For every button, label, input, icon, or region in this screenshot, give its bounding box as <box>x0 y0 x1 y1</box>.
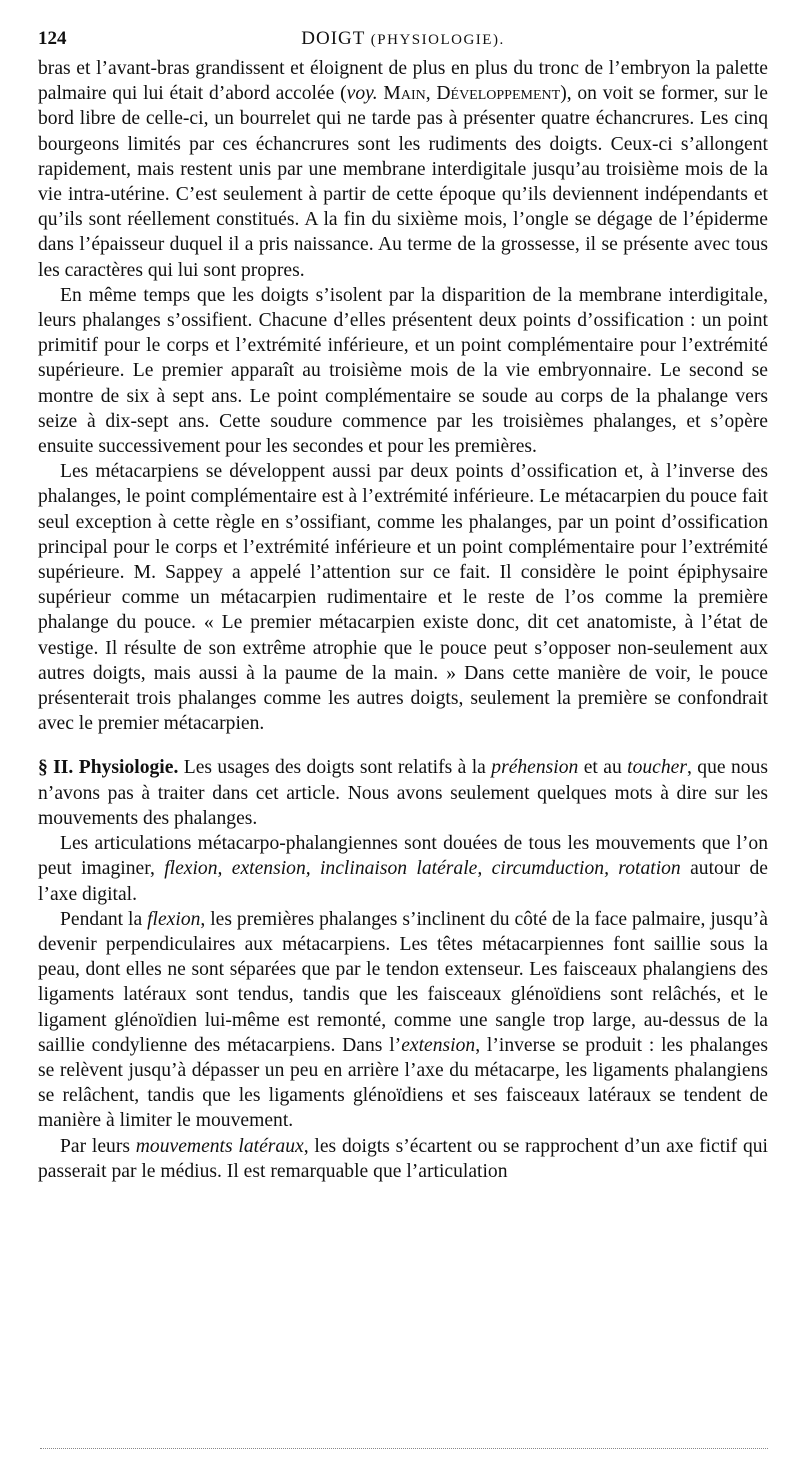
text-run: Par leurs <box>60 1135 136 1157</box>
section-physiologie <box>38 755 768 831</box>
italic-term: préhension <box>491 757 579 779</box>
section-heading: Physiologie. <box>78 757 179 779</box>
italic-term: flexion <box>147 908 201 930</box>
paragraph-phalanges-ossification: En même temps que les doigts s’isolent par la disparition de la membrane interdigitale, leurs phalanges s’ossifient. Chacune d’elles présentent deux points d’ossification : un point primitif pour le corps et l’extrémité inférieure, et un point complémentaire pour l’extrémité supérieure. Le premier apparaît au troisième mois de la vie embryonnaire. Le second se montre de six à sept ans. Le point complémentaire se soude au corps de la phalange vers seize à dix-sept ans. Cette soudure commence par les troisièmes phalanges, et s’opère ensuite successivement pour les secondes et pour les premières. <box>38 284 768 458</box>
text-run: autour de l’axe digital. <box>38 858 768 905</box>
text-run: , l’inverse se produit : les phalanges se relèvent jusqu’à dépasser un peu en arrière l’axe du métacarpe, les ligaments phalangiens se relâchent, tandis que les ligaments glénoïdiens et ses faisceaux latéraux se tendent de manière à limiter le mouvement. <box>38 1034 768 1132</box>
paragraph-mcp-joints <box>38 831 768 907</box>
paragraph-lateral-movements <box>38 1134 768 1184</box>
section-number: § II. <box>38 757 74 779</box>
text-run: et au <box>578 757 628 779</box>
italic-term: toucher <box>627 757 687 779</box>
cross-reference: Main, Développement <box>383 83 561 105</box>
paragraph-development-cont <box>38 56 768 283</box>
paragraph-metacarpals: Les métacarpiens se développent aussi par deux points d’ossification et, à l’inverse des phalanges, le point complémentaire est à l’extrémité inférieure. Le métacarpien du pouce fait seul exception à cette règle en s’ossifiant, comme les phalanges, par un point d’ossification principal pour le corps et l’extrémité inférieure et un point complémentaire pour l’extrémité supérieure. M. Sappey a appelé l’attention sur ce fait. Il considère le point épiphysaire supérieur comme un métacarpien rudimentaire et le reste de l’os comme la première phalange du pouce. « Le premier métacarpien existe donc, dit cet anatomiste, à l’état de vestige. Il résulte de son extrême atrophie que le pouce peut s’opposer non-seulement aux autres doigts, mais aussi à la paume de la main. » Dans cette manière de voir, le pouce présenterait trois phalanges comme les autres doigts, seulement la première se confondrait avec le premier métacarpien. <box>38 461 768 735</box>
footer-dotted-rule <box>40 1448 768 1449</box>
document-page <box>38 26 768 1184</box>
see-abbrev: voy. <box>346 83 378 105</box>
text-run: Les usages des doigts sont relatifs à la <box>178 757 492 779</box>
page-number: 124 <box>38 28 67 49</box>
text-run: , les doigts s’écartent ou se rapprochent d’un axe fictif qui passerait par le médius. Il est remarquable que l’articulation <box>38 1135 768 1182</box>
running-header <box>38 26 768 56</box>
running-title <box>38 26 768 53</box>
text-run: bras et l’avant-bras grandissent et éloignent de plus en plus du tronc de l’embryon la palette palmaire qui lui était d’abord accolée ( <box>38 58 768 105</box>
section-spacer <box>38 736 768 755</box>
text-run: , les premières phalanges s’inclinent du côté de la face palmaire, jusqu’à devenir perpendiculaires aux métacarpiens. Les têtes métacarpiennes font saillie sous la peau, dont elles ne sont séparées que par le tendon extenseur. Les faisceaux phalangiens des ligaments latéraux sont tendus, tandis que les faisceaux glénoïdiens sont relâchés, et le ligament glénoïdien lui-même est remonté, comme une sangle trop large, au-dessus de la saillie condylienne des métacarpiens. Dans l’ <box>38 908 768 1056</box>
italic-term: extension <box>401 1034 476 1056</box>
running-title-main: DOIGT <box>301 28 366 49</box>
paragraph-flexion <box>38 907 768 1134</box>
italic-term: mouvements latéraux <box>135 1135 304 1157</box>
text-run: , que nous n’avons pas à traiter dans cet article. Nous avons seulement quelques mots à dire sur les mouvements des phalanges. <box>38 757 768 829</box>
italic-term: flexion, extension, inclinaison latérale, circumduction, rotation <box>164 858 681 880</box>
running-title-sub: (PHYSIOLOGIE). <box>370 32 505 48</box>
text-run: ), on voit se former, sur le bord libre de celle-ci, un bourrelet qui ne tarde pas à présenter quatre échancrures. Les cinq bourgeons limités par ces échancrures sont les rudiments des doigts. Ceux-ci s’allongent rapidement, mais restent unis par une membrane interdigitale jusqu’au troisième mois de la vie intra-utérine. C’est seulement à partir de cette époque qu’ils deviennent indépendants et qu’ils sont réellement constitués. A la fin du sixième mois, l’ongle se dégage de l’épiderme dans l’épaisseur duquel il a pris naissance. Au terme de la grossesse, il se présente avec tous les caractères qui lui sont propres. <box>38 83 768 281</box>
text-run: Pendant la <box>60 908 148 930</box>
text-run: Les articulations métacarpo-phalangiennes sont douées de tous les mouvements que l’on peut imaginer, <box>38 833 768 880</box>
